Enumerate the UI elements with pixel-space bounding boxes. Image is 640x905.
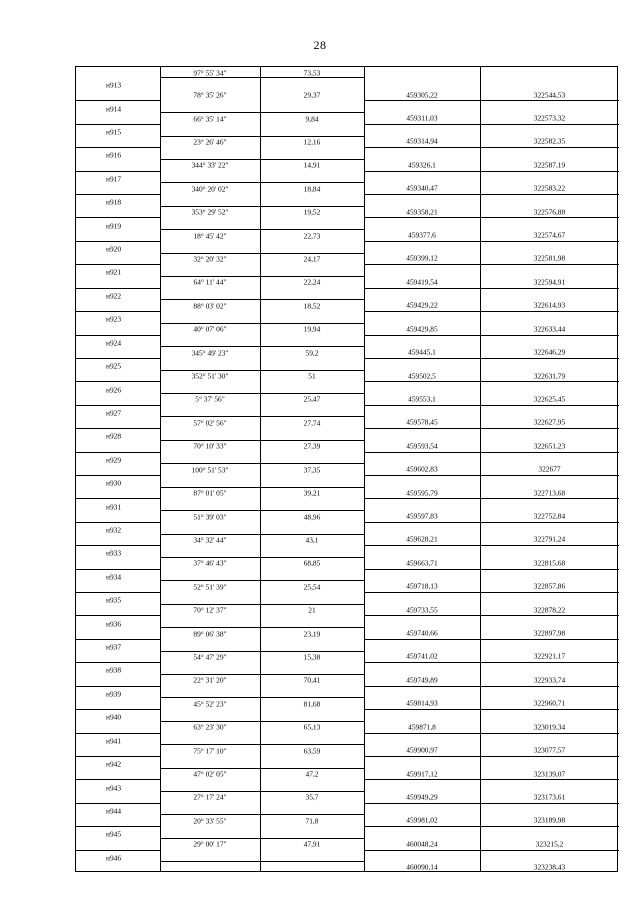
row-divider: [364, 709, 619, 710]
angle-cell: 40° 07' 06": [193, 324, 227, 334]
row-divider: [364, 756, 619, 757]
row-divider: [160, 346, 364, 347]
angle-cell: 32° 20' 32": [193, 254, 227, 264]
point-label: н918: [106, 197, 122, 207]
row-divider: [160, 299, 364, 300]
x-coordinate: 459663,71: [406, 558, 438, 568]
row-divider: [160, 814, 364, 815]
y-coordinate: 323019,34: [533, 722, 566, 732]
column-divider: [364, 67, 365, 871]
row-divider: [364, 264, 619, 265]
distance-cell: 37,35: [303, 465, 321, 475]
row-divider: [76, 779, 160, 780]
point-label: н922: [106, 291, 122, 301]
row-divider: [76, 358, 160, 359]
distance-cell: 63,59: [303, 746, 321, 756]
y-coordinate: 322960,71: [533, 698, 566, 708]
y-coordinate: 323173,61: [533, 792, 566, 802]
row-divider: [76, 217, 160, 218]
point-label: н913: [106, 80, 122, 90]
y-coordinate: 322625,45: [533, 394, 566, 404]
row-divider: [364, 288, 619, 289]
x-coordinate: 459314,94: [406, 136, 438, 146]
column-divider: [260, 67, 261, 871]
row-divider: [160, 534, 364, 535]
row-divider: [364, 803, 619, 804]
y-coordinate: 322897,98: [533, 628, 566, 638]
row-divider: [364, 498, 619, 499]
distance-cell: 70,41: [303, 675, 321, 685]
distance-cell: 24,17: [303, 254, 321, 264]
row-divider: [160, 323, 364, 324]
point-label: н930: [106, 478, 122, 488]
x-coordinate: 459718,13: [406, 581, 438, 591]
point-label: н917: [106, 174, 122, 184]
column-divider: [480, 67, 481, 871]
angle-cell: 87° 01' 05": [193, 488, 227, 498]
row-divider: [364, 779, 619, 780]
angle-cell: 97° 55' 34": [193, 68, 227, 78]
row-divider: [364, 100, 619, 101]
point-label: н916: [106, 150, 122, 160]
angle-cell: 340° 20' 02": [191, 184, 229, 194]
point-label: н935: [106, 595, 122, 605]
point-label: н938: [106, 665, 122, 675]
y-coordinate: 322921,17: [533, 651, 566, 661]
row-divider: [76, 803, 160, 804]
row-divider: [76, 171, 160, 172]
row-divider: [364, 569, 619, 570]
x-coordinate: 459900,97: [406, 745, 438, 755]
x-coordinate: 459749,89: [406, 675, 438, 685]
angle-cell: 5° 37' 56": [195, 394, 225, 404]
point-label: н924: [106, 338, 122, 348]
distance-cell: 15,38: [303, 652, 321, 662]
y-coordinate: 322752,84: [533, 511, 566, 521]
point-label: н915: [106, 127, 122, 137]
row-divider: [160, 697, 364, 698]
x-coordinate: 459602,83: [406, 464, 438, 474]
row-divider: [364, 826, 619, 827]
distance-cell: 19,94: [303, 324, 321, 334]
distance-cell: 35,7: [305, 792, 319, 802]
y-coordinate: 323215,2: [535, 839, 564, 849]
row-divider: [76, 100, 160, 101]
row-divider: [364, 194, 619, 195]
angle-cell: 57° 02' 56": [193, 418, 227, 428]
point-label: н931: [106, 502, 122, 512]
x-coordinate: 459340,47: [406, 183, 438, 193]
x-coordinate: 460090,14: [406, 862, 438, 872]
point-label: н937: [106, 642, 122, 652]
x-coordinate: 459358,21: [406, 207, 438, 217]
row-divider: [76, 615, 160, 616]
distance-cell: 48,96: [303, 512, 321, 522]
x-coordinate: 459593,54: [406, 441, 438, 451]
distance-cell: 18,84: [303, 184, 321, 194]
distance-cell: 27,74: [303, 418, 321, 428]
x-coordinate: 460048,24: [406, 839, 438, 849]
angle-cell: 23° 26' 46": [193, 137, 227, 147]
row-divider: [364, 615, 619, 616]
distance-cell: 47,91: [303, 839, 321, 849]
row-divider: [160, 112, 364, 113]
angle-cell: 22° 31' 20": [193, 675, 227, 685]
point-label: н946: [106, 853, 122, 863]
angle-cell: 345° 49' 23": [191, 348, 229, 358]
row-divider: [364, 405, 619, 406]
angle-cell: 45° 52' 23": [193, 699, 227, 709]
x-coordinate: 459741,02: [406, 651, 438, 661]
row-divider: [76, 475, 160, 476]
row-divider: [160, 159, 364, 160]
row-divider: [160, 229, 364, 230]
point-label: н932: [106, 525, 122, 535]
distance-cell: 25,54: [303, 582, 321, 592]
row-divider: [76, 264, 160, 265]
y-coordinate: 322791,24: [533, 534, 566, 544]
x-coordinate: 459311,03: [406, 113, 438, 123]
y-coordinate: 322633,44: [533, 324, 566, 334]
angle-cell: 70° 10' 33": [193, 441, 227, 451]
column-divider: [160, 67, 161, 871]
point-label: н927: [106, 408, 122, 418]
point-label: н919: [106, 221, 122, 231]
x-coordinate: 459733,55: [406, 605, 438, 615]
row-divider: [364, 592, 619, 593]
row-divider: [160, 463, 364, 464]
y-coordinate: 322587,19: [533, 160, 566, 170]
y-coordinate: 322815,68: [533, 558, 566, 568]
row-divider: [364, 241, 619, 242]
angle-cell: 66° 35' 14": [193, 114, 227, 124]
row-divider: [160, 253, 364, 254]
row-divider: [160, 77, 364, 78]
row-divider: [76, 241, 160, 242]
y-coordinate: 323189,98: [533, 815, 566, 825]
point-label: н933: [106, 548, 122, 558]
row-divider: [160, 580, 364, 581]
distance-cell: 65,13: [303, 722, 321, 732]
point-label: н914: [106, 104, 122, 114]
angle-cell: 29° 00' 17": [193, 839, 227, 849]
angle-cell: 63° 23' 30": [193, 722, 227, 732]
row-divider: [76, 592, 160, 593]
point-label: н943: [106, 783, 122, 793]
row-divider: [76, 850, 160, 851]
y-coordinate: 322933,74: [533, 675, 566, 685]
row-divider: [160, 487, 364, 488]
x-coordinate: 459981,02: [406, 815, 438, 825]
x-coordinate: 459326,1: [408, 160, 436, 170]
row-divider: [160, 440, 364, 441]
row-divider: [364, 686, 619, 687]
x-coordinate: 459814,93: [406, 698, 438, 708]
x-coordinate: 459305,22: [406, 90, 438, 100]
point-label: н936: [106, 619, 122, 629]
row-divider: [160, 768, 364, 769]
point-label: н934: [106, 572, 122, 582]
point-label: н921: [106, 267, 122, 277]
row-divider: [364, 428, 619, 429]
row-divider: [76, 756, 160, 757]
distance-cell: 18,52: [303, 301, 321, 311]
y-coordinate: 322582,35: [533, 136, 566, 146]
row-divider: [76, 826, 160, 827]
distance-cell: 81,68: [303, 699, 321, 709]
x-coordinate: 459597,83: [406, 511, 438, 521]
row-divider: [364, 639, 619, 640]
y-coordinate: 322713,68: [533, 488, 566, 498]
distance-cell: 39,21: [303, 488, 321, 498]
x-coordinate: 459871,8: [408, 722, 436, 732]
row-divider: [364, 171, 619, 172]
row-divider: [364, 124, 619, 125]
row-divider: [76, 381, 160, 382]
row-divider: [160, 370, 364, 371]
y-coordinate: 322857,86: [533, 581, 566, 591]
row-divider: [160, 136, 364, 137]
angle-cell: 64° 11' 44": [193, 277, 227, 287]
row-divider: [160, 604, 364, 605]
row-divider: [160, 674, 364, 675]
row-divider: [364, 217, 619, 218]
y-coordinate: 322583,22: [533, 183, 566, 193]
x-coordinate: 459445,1: [408, 347, 436, 357]
x-coordinate: 459377,6: [408, 230, 436, 240]
distance-cell: 73,53: [303, 68, 321, 78]
row-divider: [76, 194, 160, 195]
row-divider: [364, 545, 619, 546]
row-divider: [364, 452, 619, 453]
angle-cell: 51° 39' 03": [193, 512, 227, 522]
y-coordinate: 322576,88: [533, 207, 566, 217]
row-divider: [160, 276, 364, 277]
y-coordinate: 322573,32: [533, 113, 566, 123]
angle-cell: 52° 51' 39": [193, 582, 227, 592]
angle-cell: 70° 12' 37": [193, 605, 227, 615]
distance-cell: 59,2: [305, 348, 319, 358]
row-divider: [160, 721, 364, 722]
angle-cell: 89° 06' 38": [193, 629, 227, 639]
distance-cell: 68,85: [303, 558, 321, 568]
row-divider: [76, 405, 160, 406]
row-divider: [76, 733, 160, 734]
angle-cell: 352° 51' 30": [191, 371, 229, 381]
point-label: н944: [106, 806, 122, 816]
x-coordinate: 459553,1: [408, 394, 436, 404]
row-divider: [160, 791, 364, 792]
row-divider: [160, 416, 364, 417]
row-divider: [160, 627, 364, 628]
point-label: н941: [106, 736, 122, 746]
point-label: н929: [106, 455, 122, 465]
point-label: н928: [106, 431, 122, 441]
angle-cell: 75° 17' 10": [193, 746, 227, 756]
row-divider: [364, 311, 619, 312]
x-coordinate: 459949,29: [406, 792, 438, 802]
x-coordinate: 459419,54: [406, 277, 438, 287]
point-label: н940: [106, 712, 122, 722]
angle-cell: 344° 33' 22": [191, 160, 229, 170]
y-coordinate: 322544,53: [533, 90, 566, 100]
row-divider: [76, 311, 160, 312]
row-divider: [76, 335, 160, 336]
row-divider: [76, 545, 160, 546]
row-divider: [76, 639, 160, 640]
row-divider: [76, 709, 160, 710]
row-divider: [76, 498, 160, 499]
point-label: н939: [106, 689, 122, 699]
y-coordinate: 322677: [538, 464, 561, 474]
x-coordinate: 459502,5: [408, 371, 436, 380]
y-coordinate: 322646,29: [533, 347, 566, 357]
row-divider: [364, 662, 619, 663]
x-coordinate: 459917,12: [406, 769, 438, 778]
distance-cell: 12,16: [303, 137, 321, 147]
y-coordinate: 322631,79: [533, 371, 566, 380]
distance-cell: 25,47: [303, 394, 321, 404]
angle-cell: 88° 03' 02": [193, 301, 227, 311]
x-coordinate: 459595,79: [406, 488, 438, 498]
x-coordinate: 459578,45: [406, 417, 438, 427]
y-coordinate: 323077,57: [533, 745, 566, 755]
survey-table: [75, 66, 618, 872]
row-divider: [160, 182, 364, 183]
y-coordinate: 322878,22: [533, 605, 566, 615]
row-divider: [160, 393, 364, 394]
y-coordinate: 322627,95: [533, 417, 566, 427]
angle-cell: 37° 46' 43": [193, 558, 227, 568]
row-divider: [160, 206, 364, 207]
row-divider: [76, 522, 160, 523]
row-divider: [76, 124, 160, 125]
distance-cell: 21: [308, 605, 316, 615]
distance-cell: 29,37: [303, 90, 321, 100]
point-label: н920: [106, 244, 122, 254]
row-divider: [76, 452, 160, 453]
angle-cell: 18° 45' 42": [193, 231, 227, 241]
row-divider: [364, 733, 619, 734]
y-coordinate: 323139,07: [533, 769, 566, 778]
row-divider: [364, 358, 619, 359]
angle-cell: 27° 17' 24": [193, 792, 227, 802]
row-divider: [160, 744, 364, 745]
angle-cell: 20° 33' 55": [193, 816, 227, 826]
x-coordinate: 459399,12: [406, 253, 438, 263]
distance-cell: 22,24: [303, 277, 321, 287]
angle-cell: 34° 32' 44": [193, 535, 227, 545]
x-coordinate: 459628,21: [406, 534, 438, 544]
row-divider: [76, 428, 160, 429]
distance-cell: 23,19: [303, 629, 321, 639]
angle-cell: 100° 51' 53": [191, 465, 229, 475]
distance-cell: 51: [308, 371, 316, 381]
row-divider: [364, 147, 619, 148]
row-divider: [76, 569, 160, 570]
distance-cell: 47,2: [305, 769, 319, 779]
row-divider: [160, 510, 364, 511]
point-label: н925: [106, 361, 122, 371]
row-divider: [160, 651, 364, 652]
y-coordinate: 322581,98: [533, 253, 566, 263]
angle-cell: 47° 02' 05": [193, 769, 227, 779]
y-coordinate: 322651,23: [533, 441, 566, 451]
row-divider: [76, 147, 160, 148]
row-divider: [364, 381, 619, 382]
point-label: н945: [106, 829, 122, 839]
distance-cell: 43,1: [305, 535, 319, 545]
angle-cell: 78° 35' 26": [193, 90, 227, 100]
x-coordinate: 459429,85: [406, 324, 438, 334]
distance-cell: 27,39: [303, 441, 321, 451]
page-number: 28: [313, 38, 327, 52]
row-divider: [364, 335, 619, 336]
distance-cell: 9,84: [305, 114, 319, 124]
distance-cell: 22,73: [303, 231, 321, 241]
distance-cell: 19,52: [303, 207, 321, 217]
x-coordinate: 459429,22: [406, 300, 438, 310]
distance-cell: 71,8: [305, 816, 319, 826]
y-coordinate: 322614,93: [533, 300, 566, 310]
point-label: н942: [106, 759, 122, 769]
angle-cell: 54° 47' 29": [193, 652, 227, 662]
row-divider: [160, 838, 364, 839]
row-divider: [160, 861, 364, 862]
row-divider: [364, 475, 619, 476]
point-label: н926: [106, 385, 122, 395]
y-coordinate: 322594,91: [533, 277, 566, 287]
y-coordinate: 323238,43: [533, 862, 566, 872]
angle-cell: 353° 29' 52": [191, 207, 229, 217]
row-divider: [76, 288, 160, 289]
row-divider: [76, 686, 160, 687]
row-divider: [364, 522, 619, 523]
row-divider: [76, 662, 160, 663]
x-coordinate: 459740,66: [406, 628, 438, 638]
y-coordinate: 322574,67: [533, 230, 566, 240]
distance-cell: 14,91: [303, 160, 321, 170]
row-divider: [160, 557, 364, 558]
row-divider: [364, 850, 619, 851]
point-label: н923: [106, 314, 122, 324]
